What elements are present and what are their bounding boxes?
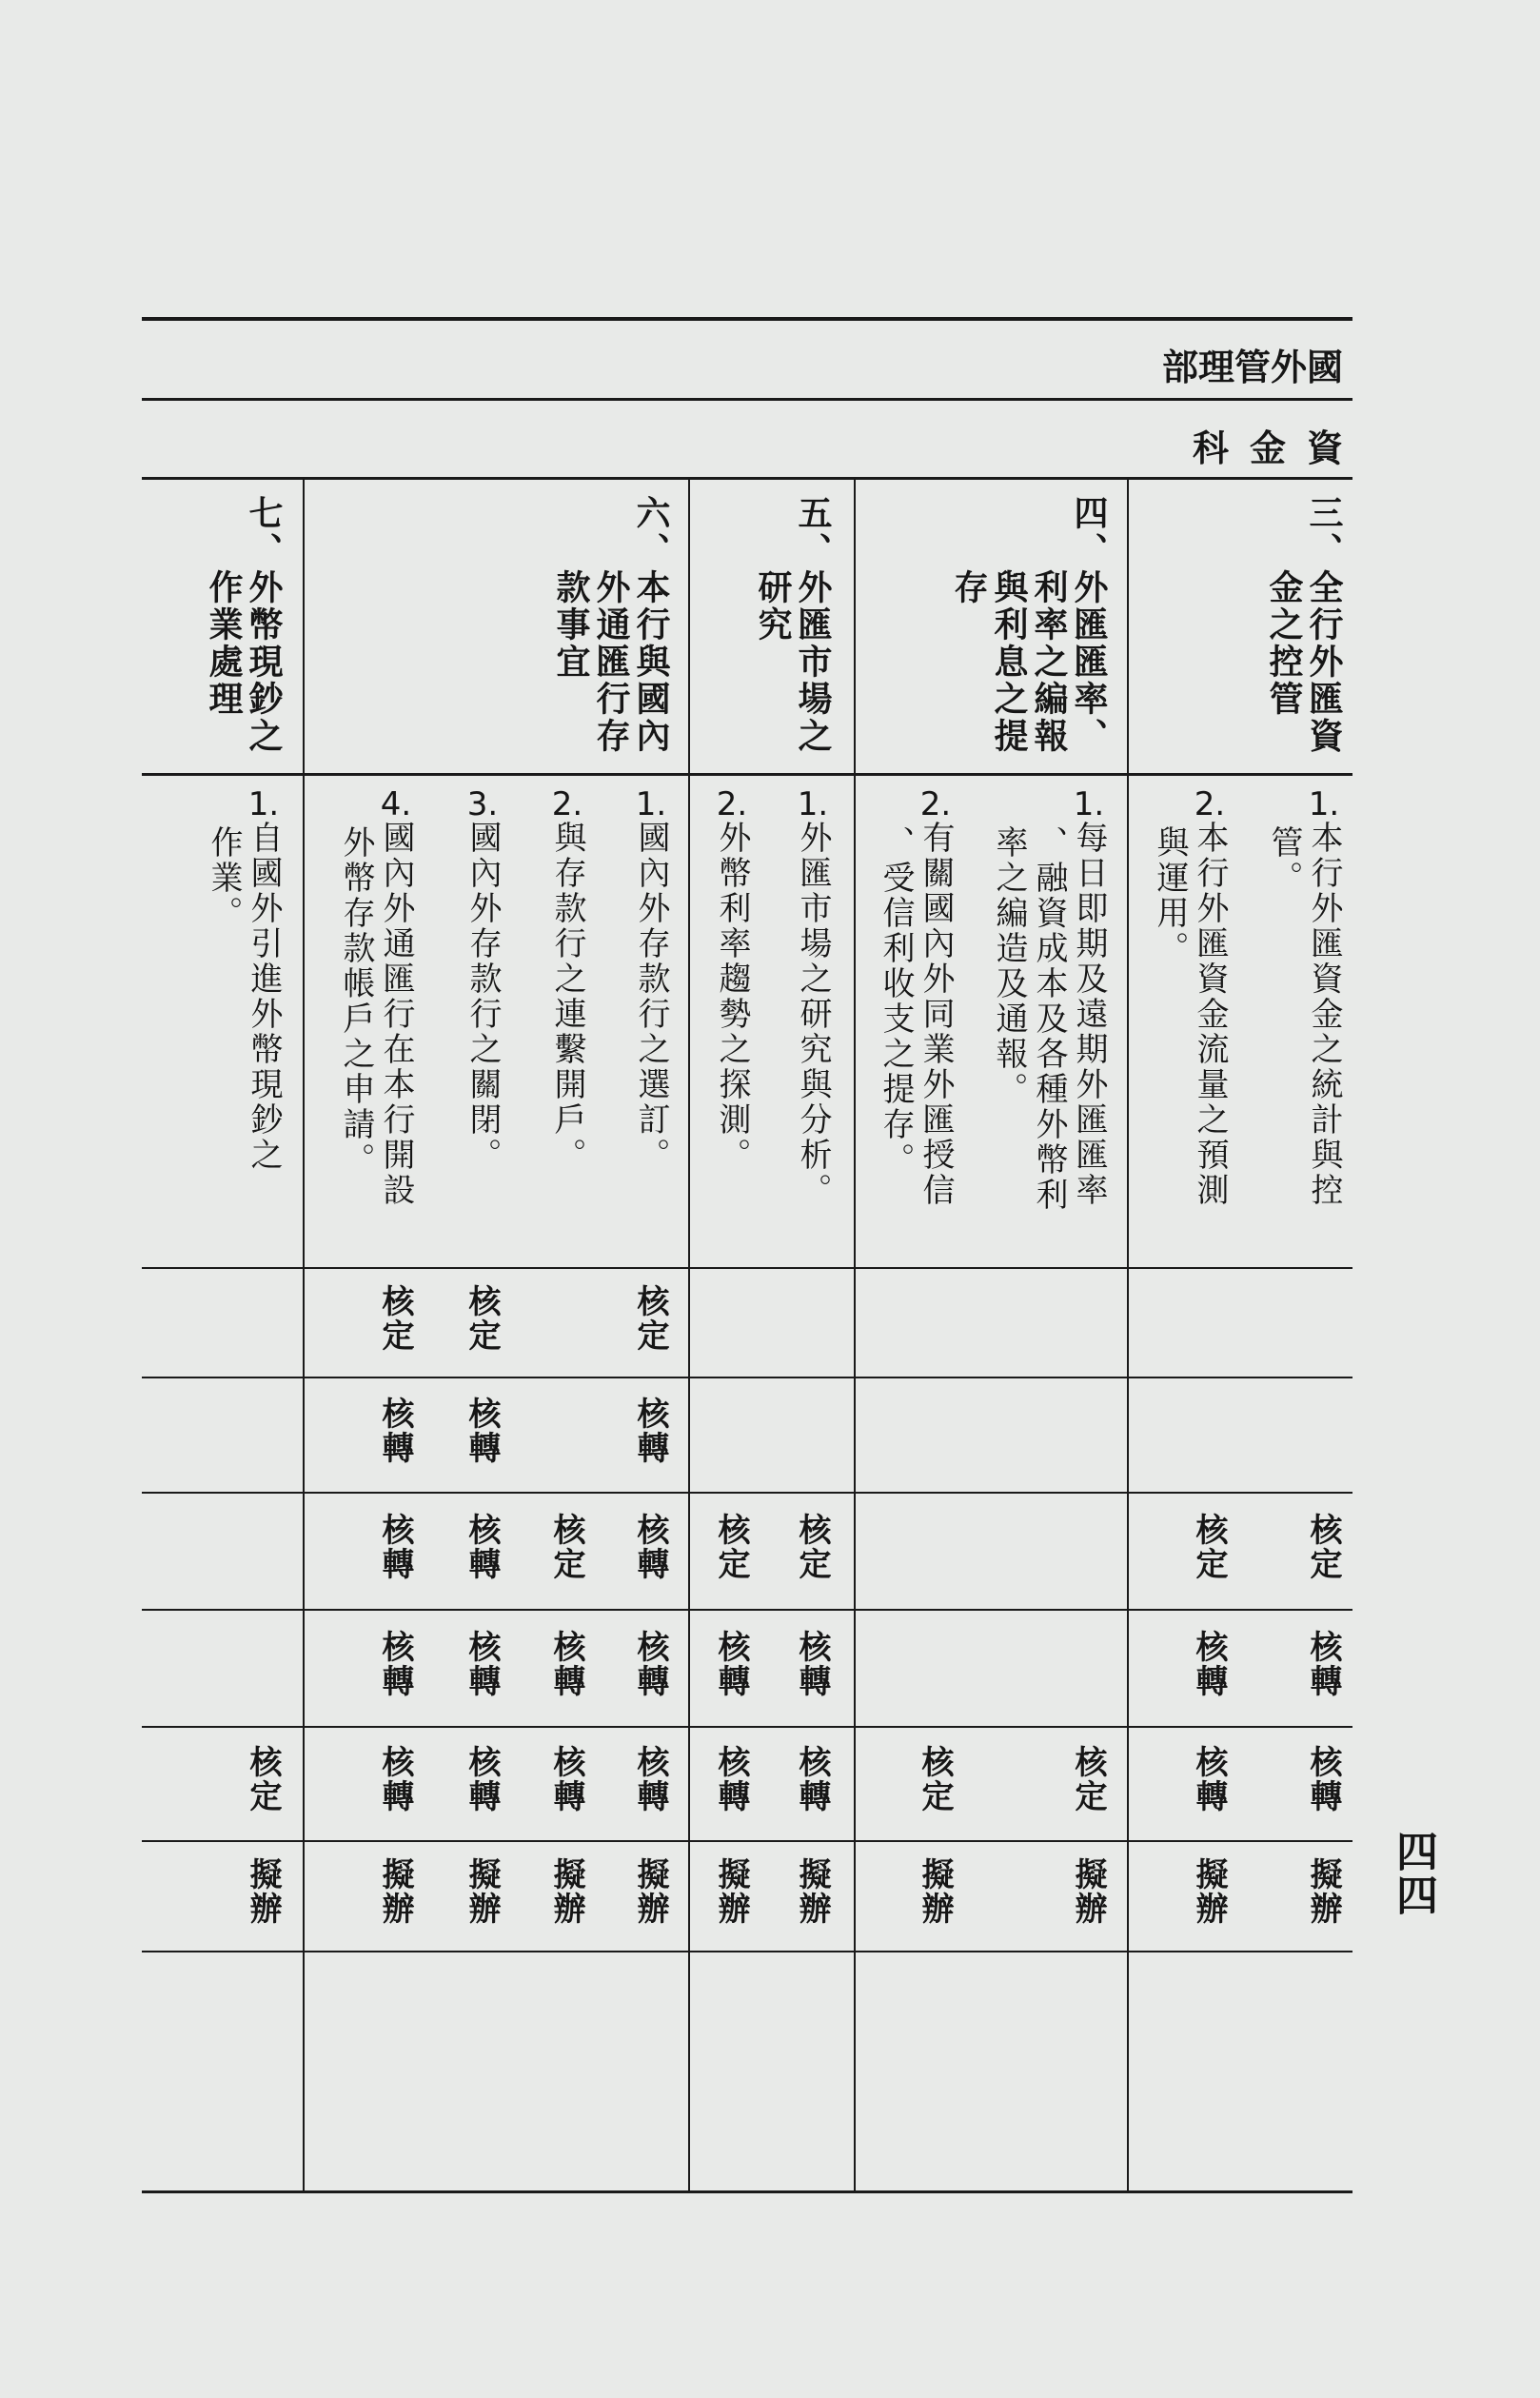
approval-mark: 核轉 bbox=[631, 1396, 669, 1465]
column-header-line: 五、外匯市場之 bbox=[793, 495, 832, 755]
approval-mark: 擬辦 bbox=[793, 1857, 831, 1926]
approval-mark: 核轉 bbox=[1304, 1745, 1342, 1813]
column-header-line: 作業處理 bbox=[204, 569, 243, 718]
item-text-line: 2.外幣利率趨勢之探測。 bbox=[713, 788, 751, 1173]
item-number: 2. bbox=[716, 788, 748, 821]
table-rule bbox=[142, 773, 1352, 776]
item-text-line: 4.國內外通匯行在本行開設 bbox=[377, 788, 415, 1208]
table-rule bbox=[142, 1609, 1352, 1611]
table-rule bbox=[142, 2190, 1352, 2193]
approval-mark: 核轉 bbox=[463, 1396, 501, 1465]
approval-mark: 核轉 bbox=[376, 1512, 414, 1581]
approval-mark: 核轉 bbox=[463, 1629, 501, 1698]
column-header-line: 六、本行與國內 bbox=[631, 495, 670, 755]
column-divider bbox=[854, 477, 856, 2190]
approval-mark: 擬辦 bbox=[463, 1857, 501, 1926]
approval-mark: 核轉 bbox=[1190, 1745, 1228, 1813]
item-number: 2. bbox=[551, 788, 583, 821]
column-header-line: 三、全行外匯資 bbox=[1304, 495, 1343, 755]
item-text-line: 2.與存款行之連繫開戶。 bbox=[548, 788, 586, 1173]
item-text-line: 1.國內外存款行之選訂。 bbox=[632, 788, 670, 1173]
approval-mark: 擬辦 bbox=[244, 1857, 282, 1926]
item-text-line: 率之編造及通報。 bbox=[990, 825, 1028, 1107]
approval-mark: 核定 bbox=[1069, 1745, 1107, 1813]
item-number: 1. bbox=[1073, 788, 1105, 821]
column-divider bbox=[1127, 477, 1129, 2190]
item-text-line: 、受信利收支之提存。 bbox=[877, 825, 915, 1178]
approval-mark: 核轉 bbox=[631, 1512, 669, 1581]
table-rule bbox=[142, 317, 1352, 321]
approval-mark: 擬辦 bbox=[376, 1857, 414, 1926]
approval-mark: 核定 bbox=[631, 1283, 669, 1353]
approval-mark: 核定 bbox=[547, 1512, 585, 1581]
table-rule bbox=[142, 1267, 1352, 1269]
column-divider bbox=[303, 477, 305, 2190]
column-header-line: 外通匯行存 bbox=[591, 569, 630, 755]
item-number: 1. bbox=[1308, 788, 1340, 821]
table-rule bbox=[142, 1840, 1352, 1842]
approval-mark: 核轉 bbox=[463, 1745, 501, 1813]
column-header-line: 款事宜 bbox=[551, 569, 590, 681]
approval-mark: 核轉 bbox=[1190, 1629, 1228, 1698]
approval-mark: 核定 bbox=[1304, 1512, 1342, 1581]
approval-mark: 核轉 bbox=[463, 1512, 501, 1581]
item-text-line: 、融資成本及各種外幣利 bbox=[1030, 825, 1068, 1213]
approval-mark: 核定 bbox=[1190, 1512, 1228, 1581]
approval-mark: 擬辦 bbox=[1069, 1857, 1107, 1926]
column-divider bbox=[688, 477, 690, 2190]
approval-mark: 核轉 bbox=[547, 1745, 585, 1813]
table-rule bbox=[142, 398, 1352, 401]
approval-mark: 核轉 bbox=[793, 1629, 831, 1698]
item-text-line: 管。 bbox=[1265, 825, 1303, 896]
approval-mark: 核轉 bbox=[547, 1629, 585, 1698]
item-text-line: 外幣存款帳戶之申請。 bbox=[337, 825, 375, 1178]
table-rule bbox=[142, 1492, 1352, 1494]
approval-mark: 核轉 bbox=[376, 1396, 414, 1465]
item-text-line: 1.每日即期及遠期外匯匯率 bbox=[1070, 788, 1108, 1208]
approval-mark: 核轉 bbox=[712, 1745, 750, 1813]
table-rule bbox=[142, 1377, 1352, 1378]
approval-mark: 核轉 bbox=[1304, 1629, 1342, 1698]
column-header-line: 四、外匯匯率、 bbox=[1069, 495, 1108, 755]
table-rule bbox=[142, 1726, 1352, 1728]
approval-mark: 擬辦 bbox=[631, 1857, 669, 1926]
item-number: 1. bbox=[247, 788, 280, 821]
approval-mark: 擬辦 bbox=[916, 1857, 954, 1926]
item-number: 1. bbox=[797, 788, 829, 821]
approval-mark: 核定 bbox=[793, 1512, 831, 1581]
approval-mark: 擬辦 bbox=[1190, 1857, 1228, 1926]
item-number: 1. bbox=[635, 788, 667, 821]
approval-mark: 核轉 bbox=[376, 1745, 414, 1813]
item-text-line: 3.國內外存款行之關閉。 bbox=[464, 788, 502, 1173]
column-header-line: 存 bbox=[949, 569, 988, 606]
approval-mark: 核定 bbox=[376, 1283, 414, 1353]
approval-mark: 核轉 bbox=[631, 1629, 669, 1698]
table-rule bbox=[142, 1951, 1352, 1952]
approval-mark: 核轉 bbox=[376, 1629, 414, 1698]
page-number: 四四 bbox=[1389, 1830, 1437, 1917]
item-text-line: 1.外匯市場之研究與分析。 bbox=[794, 788, 832, 1208]
item-text-line: 2.有關國內外同業外匯授信 bbox=[917, 788, 955, 1208]
approval-mark: 擬辦 bbox=[1304, 1857, 1342, 1926]
item-text-line: 2.本行外匯資金流量之預測 bbox=[1191, 788, 1229, 1208]
item-text-line: 與運用。 bbox=[1151, 825, 1189, 966]
department-title: 國外管理部 bbox=[1161, 347, 1343, 388]
approval-mark: 核轉 bbox=[793, 1745, 831, 1813]
section-title: 資金科 bbox=[1192, 427, 1364, 469]
approval-mark: 擬辦 bbox=[712, 1857, 750, 1926]
item-text-line: 1.本行外匯資金之統計與控 bbox=[1305, 788, 1343, 1208]
column-header-line: 金之控管 bbox=[1264, 569, 1303, 718]
item-number: 4. bbox=[380, 788, 412, 821]
table-rule bbox=[142, 477, 1352, 480]
approval-mark: 核定 bbox=[244, 1745, 282, 1813]
approval-mark: 擬辦 bbox=[547, 1857, 585, 1926]
item-number: 3. bbox=[466, 788, 499, 821]
column-header-line: 研究 bbox=[753, 569, 792, 644]
column-header-line: 七、外幣現鈔之 bbox=[244, 495, 283, 755]
column-header-line: 與利息之提 bbox=[989, 569, 1028, 755]
item-text-line: 作業。 bbox=[205, 825, 243, 931]
approval-mark: 核定 bbox=[712, 1512, 750, 1581]
item-text-line: 1.自國外引進外幣現鈔之 bbox=[245, 788, 283, 1173]
approval-mark: 核轉 bbox=[631, 1745, 669, 1813]
item-number: 2. bbox=[919, 788, 952, 821]
item-number: 2. bbox=[1194, 788, 1226, 821]
approval-mark: 核定 bbox=[463, 1283, 501, 1353]
approval-mark: 核轉 bbox=[712, 1629, 750, 1698]
approval-mark: 核定 bbox=[916, 1745, 954, 1813]
column-header-line: 利率之編報 bbox=[1029, 569, 1068, 755]
